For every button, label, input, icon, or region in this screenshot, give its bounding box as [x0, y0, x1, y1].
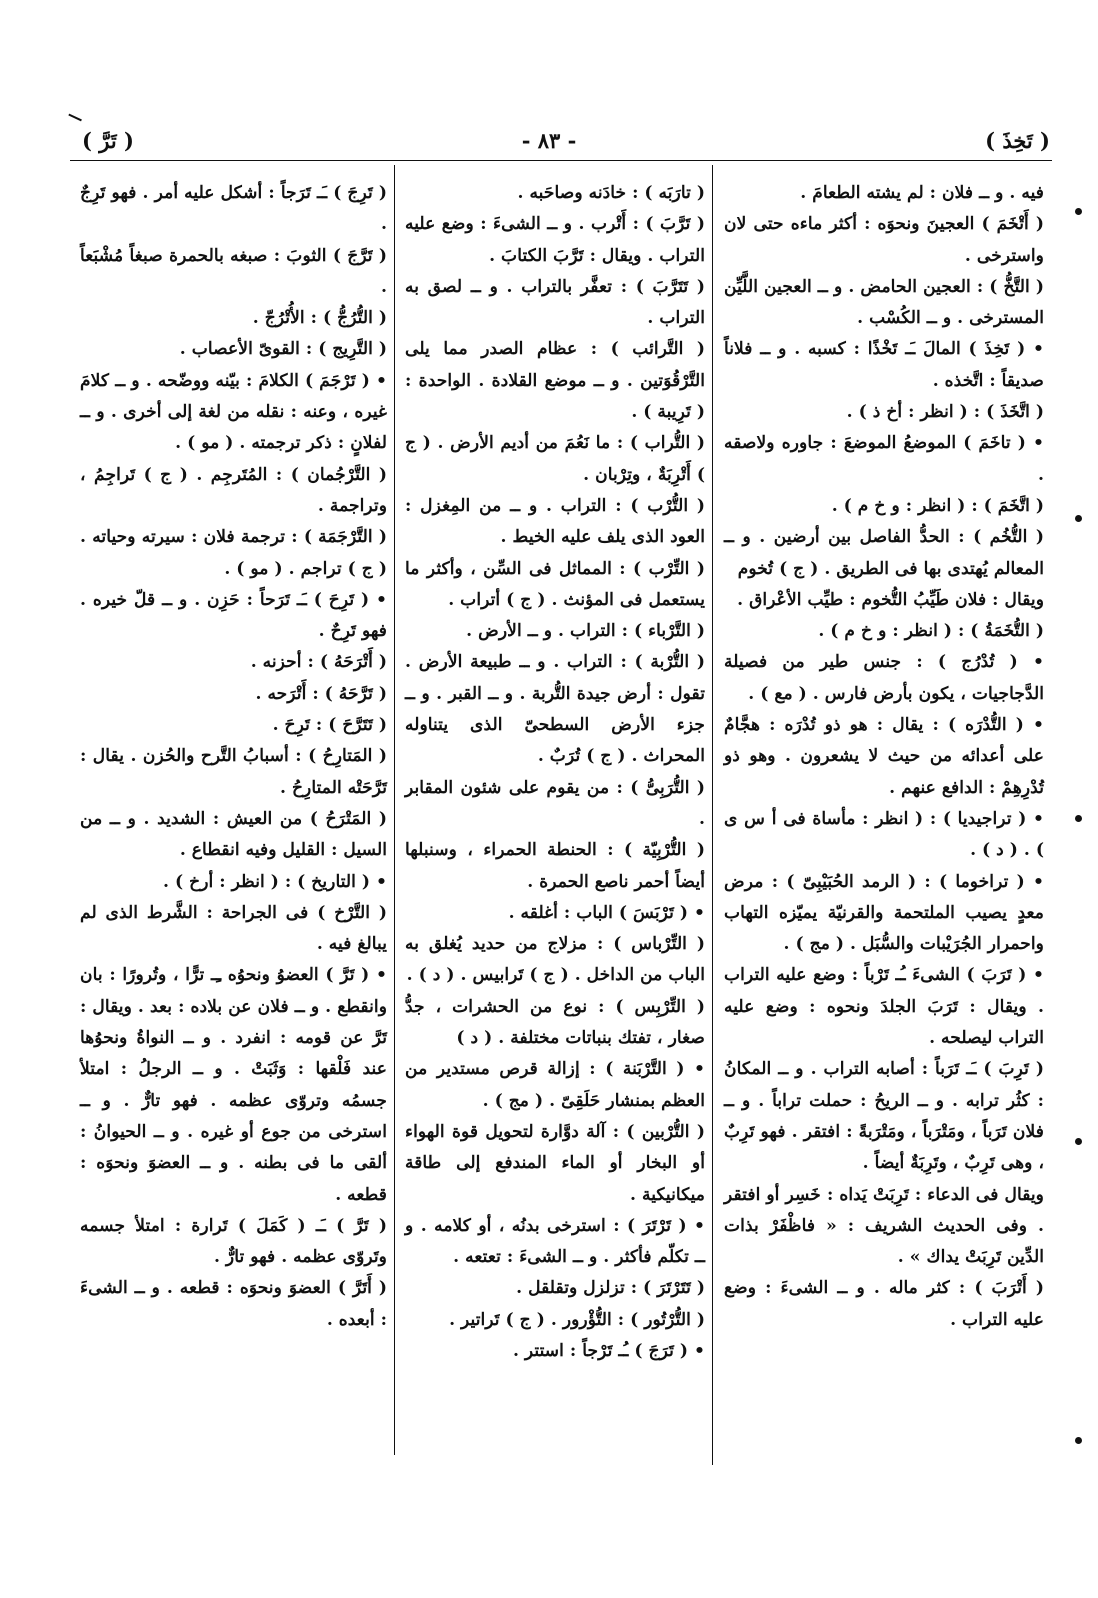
margin-dot: [1075, 208, 1082, 215]
margin-dot: [1075, 815, 1082, 822]
entry: فيه . و ــ فلان : لم يشته الطعامَ .: [800, 183, 1044, 203]
entry: ( التُّخُم ) : الحدُّ الفاصل بين أرضين . و ــ المعالم يُهتدى بها فى الطريق . ( ج ) تُخوم: [724, 527, 1044, 579]
entry: • ( تَرِحَ ) ـَـ تَرَحاً : حَزِن . و ــ قلّ خيره . فهو تَرِحٌ .: [80, 589, 387, 642]
entry: ( اتَّخَمَ ) : ( انظر : و خ م ) .: [831, 495, 1044, 516]
entry: ( التَّرْجَمَة ) : ترجمة فلان : سيرته وحياته . ( ج ) تراجم . ( مو ) .: [80, 527, 387, 579]
entry: • ( تَرْجَمَ ) الكلامَ : بيّنه ووضّحه . و ــ كلامَ غيره ، وعنه : نقله من لغة إلى أخرى . و ــ لفلانٍ : ذكر ترجمته . ( مو ) .: [80, 370, 387, 454]
entry: ( اتَّخَذَ ) : ( انظر : أخ ذ ) .: [846, 402, 1044, 423]
entry: • ( تَخِذَ ) المالَ ـَـ تَخْذًا : كسبه . و ــ فلاناً صديقاً : اتَّخذه .: [724, 339, 1044, 391]
entry: ( تَرَّحَهُ ) : أَتْرَحه .: [255, 683, 387, 704]
entry: ( تَتَرَّبَ ) : تعفَّر بالتراب . و ــ لصق به التراب .: [405, 276, 705, 329]
entry: ( التَّرائب ) : عظام الصدر مما يلى التَّرْقُوَتين . و ــ موضع القلادة . الواحدة : ( تَرِيبة ) .: [405, 339, 705, 423]
entry: ( التُّرْبة ) : التراب . و ــ طبيعة الأرض . تقول : أرض جيدة التُّربة . و ــ القبر . و ــ جزء الأرض السطحىّ الذى يتناوله المحراث . ( ج ) تُرَبٌ .: [405, 652, 705, 767]
entry: ( أَتْرَبَ ) : كثر ماله . و ــ الشىءَ : وضع عليه التراب .: [724, 1278, 1044, 1330]
entry: ( التَّرْخ ) فى الجراحة : الشَّرط الذى لم يبالغ فيه .: [80, 902, 387, 955]
entry: • ( تَرَّ ) العضوُ ونحوُه ـِـ ترًّا ، وتُرورًا : بان وانقطع . و ــ فلان عن بلاده : بعد . ويقال : تَرَّ عن قومه : انفرد . و ــ النواةُ ونحوُها عند فَلْقها : وَثَبَتْ . و ــ الرجلُ : امتلأ جسمُه وتروّى عظمه . فهو تارٌّ . و ــ استرخى من جوع أو غيره . و ــ الحيوانُ : ألقى ما فى بطنه . و ــ العضوَ ونحوَه : قطعه .: [80, 965, 387, 1205]
entry: ( التِّرْبِس ) : نوع من الحشرات ، جدُّ صغار ، تفتك بنباتات مختلفة . ( د ): [405, 996, 705, 1049]
entry: • ( التاريخ ) : ( انظر : أرخ ) .: [163, 871, 387, 892]
entry: ( التُّرُجُّ ) : الأُتْرُجّ .: [252, 308, 387, 329]
entry: ( التُّراب ) : ما نَعُمَ من أديم الأرض . ( ج ) أَتْرِبَةٌ ، وتِرْبان .: [405, 433, 705, 485]
column-separator: [712, 165, 713, 1465]
entry: ( أَتْرَحَهُ ) : أحزنه .: [250, 652, 387, 673]
entry: ( التِّرْباس ) : مزلاج من حديد يُغلق به الباب من الداخل . ( ج ) تَرابيس . ( د ) .: [405, 934, 705, 986]
header-guide-word-right: ( تَخِذَ ): [985, 128, 1050, 153]
entry: • ( تَرَبَ ) الشىءَ ـُـ تَرْباً : وضع عليه التراب . ويقال : تَرَبَ الجلدَ ونحوه : وضع عليه التراب ليصلحه .: [724, 965, 1044, 1049]
page-number: - ٨٣ -: [521, 128, 577, 153]
entry: ( تَرِبَ ) ـَـ تَرَباً : أصابه التراب . و ــ المكانُ : كثُر ترابه . و ــ الريحُ : حملت تراباً . و ــ فلان تَرَباً ، ومَتْرَباً ، ومَتْرَبةً : افتقر . فهو تَرِبٌ ، وهى تَرِبٌ ، وتَرِبَةٌ أيضاً .: [724, 1059, 1044, 1174]
entry: ( تَرِجَ ) ـَـ تَرَجاً : أشكل عليه أمر . فهو تَرِجٌ .: [80, 183, 387, 235]
entry: ( التَّرْجُمان ) : المُتَرجِم . ( ج ) تَراجِمُ ، وتراجمة .: [80, 464, 387, 516]
entry: • ( تراخوما ) : ( الرمد الحُبَيْبِىّ ) : مرض معدٍ يصيب الملتحمة والقرنيّة يميّزه التهاب واحمرار الجُرَيْبات والسُّبَل . ( مج ) .: [724, 871, 1044, 955]
column-left: [80, 178, 387, 1336]
entry: ( التُّرَبِىُّ ) : من يقوم على شئون المقابر .: [405, 777, 705, 829]
entry: ويقال فى الدعاء : تَرِبَتْ يَداه : خَسِر أو افتقر . وفى الحديث الشريف : « فاظْفَرْ بذات الدِّين تَرِبَتْ يداك » .: [724, 1184, 1044, 1268]
entry: • ( التَّرْبَنة ) : إزالة قرص مستدير من العظم بمنشار حَلَقِىّ . ( مج ) .: [405, 1059, 705, 1111]
column-middle: [405, 178, 705, 1367]
entry: ( التُّخَمَةُ ) : ( انظر : و خ م ) .: [818, 621, 1044, 642]
entry: • ( تاخَمَ ) الموضعُ الموضعَ : جاوره ولاصقه .: [724, 433, 1044, 485]
entry: ( التِّرْب ) : المماثل فى السِّن ، وأكثر ما يستعمل فى المؤنث . ( ج ) أتراب .: [405, 558, 705, 610]
entry: ( تَتَرْتَرَ ) : تزلزل وتقلقل .: [516, 1278, 705, 1299]
entry: ويقال : فلان طَيِّبُ التُّخوم : طيِّب الأعْراق .: [737, 589, 1044, 610]
entry: • ( تَرَجَ ) ـُـ تَرْجاً : استتر .: [512, 1340, 705, 1361]
entry: ( تَرَّ ) ـَـ ( كَمَلَ ) تَرارة : امتلأ جسمه وتَروّى عظمه . فهو تارٌّ .: [80, 1215, 387, 1268]
margin-dot: [1075, 1138, 1082, 1145]
entry: ( التُّرْبِيّة ) : الحنطة الحمراء ، وسنبلها أيضاً أحمر ناصع الحمرة .: [405, 840, 705, 892]
entry: ( التُّرْب ) : التراب . و ــ من المِغزل : العود الذى يلف عليه الخيط .: [405, 495, 705, 548]
margin-dot: [1075, 1437, 1082, 1444]
entry: ( التَّخُّ ) : العجين الحامض . و ــ العجين اللَّيِّن المسترخى . و ــ الكُسْب .: [724, 276, 1044, 329]
entry: ( التُّرْبين ) : آلة دوَّارة لتحويل قوة الهواء أو البخار أو الماء المندفع إلى طاقة ميكانيكية .: [405, 1121, 705, 1205]
margin-dot: [1075, 515, 1082, 522]
entry: • ( تَرْتَرَ ) : استرخى بدنُه ، أو كلامه . و ــ تكلّم فأكثر . و ــ الشىءَ : تعتعه .: [405, 1215, 705, 1268]
entry: • ( تُدْرُج ) : جنس طير من فصيلة الدَّجاجيات ، يكون بأرض فارس . ( مع ) .: [724, 652, 1044, 704]
entry: ( أَتْخَمَ ) العجينَ ونحوَه : أكثر ماءه حتى لان واسترخى .: [724, 214, 1044, 266]
entry: ( تارَبَه ) : خادَنه وصاحَبه .: [517, 183, 705, 203]
entry: • ( التُّدْرَه ) : يقال : هو ذو تُدْرَه : هجَّامٌ على أعدائه من حيث لا يشعرون . وهو ذو تُدْرِهِمْ : الدافع عنهم .: [724, 715, 1044, 798]
entry: ( التَّرِيج ) : القوىّ الأعصاب .: [179, 339, 387, 360]
entry: ( تَتَرَّحَ ) : تَرِحَ .: [272, 715, 387, 736]
header-rule: [70, 160, 1052, 161]
column-separator: [394, 165, 395, 1455]
entry: ( تَرَّبَ ) : أَتْرب . و ــ الشىءَ : وضع عليه التراب . ويقال : تَرَّبَ الكتابَ .: [405, 214, 705, 266]
entry: ( التَّرْباء ) : التراب . و ــ الأرض .: [466, 621, 705, 642]
column-right: [724, 178, 1044, 1336]
entry: ( المَتْرَحُ ) من العيش : الشديد . و ــ من السيل : القليل وفيه انقطاع .: [80, 808, 387, 861]
entry: ( تَرَّجَ ) الثوبَ : صبغه بالحمرة صبغاً مُشْبَعاً .: [80, 245, 387, 297]
header-guide-word-left: ( تَرَّ ): [82, 128, 134, 153]
entry: ( المَتارِحُ ) : أسبابُ التَّرح والحُزن . يقال : تَرَّحَتْه المتارِحُ .: [80, 746, 387, 798]
entry: • ( تراجيديا ) : ( انظر : مأساة فى أ س ى ) . ( د ) .: [724, 808, 1044, 861]
entry: ( أَتَرَّ ) العضوَ ونحوَه : قطعه . و ــ الشىءَ : أبعده .: [80, 1278, 387, 1330]
entry: • ( تَرْبَسَ ) الباب : أغلقه .: [508, 902, 705, 923]
entry: ( التُّرْتُور ) : التُّؤْرور . ( ج ) تَراتير .: [449, 1309, 705, 1330]
